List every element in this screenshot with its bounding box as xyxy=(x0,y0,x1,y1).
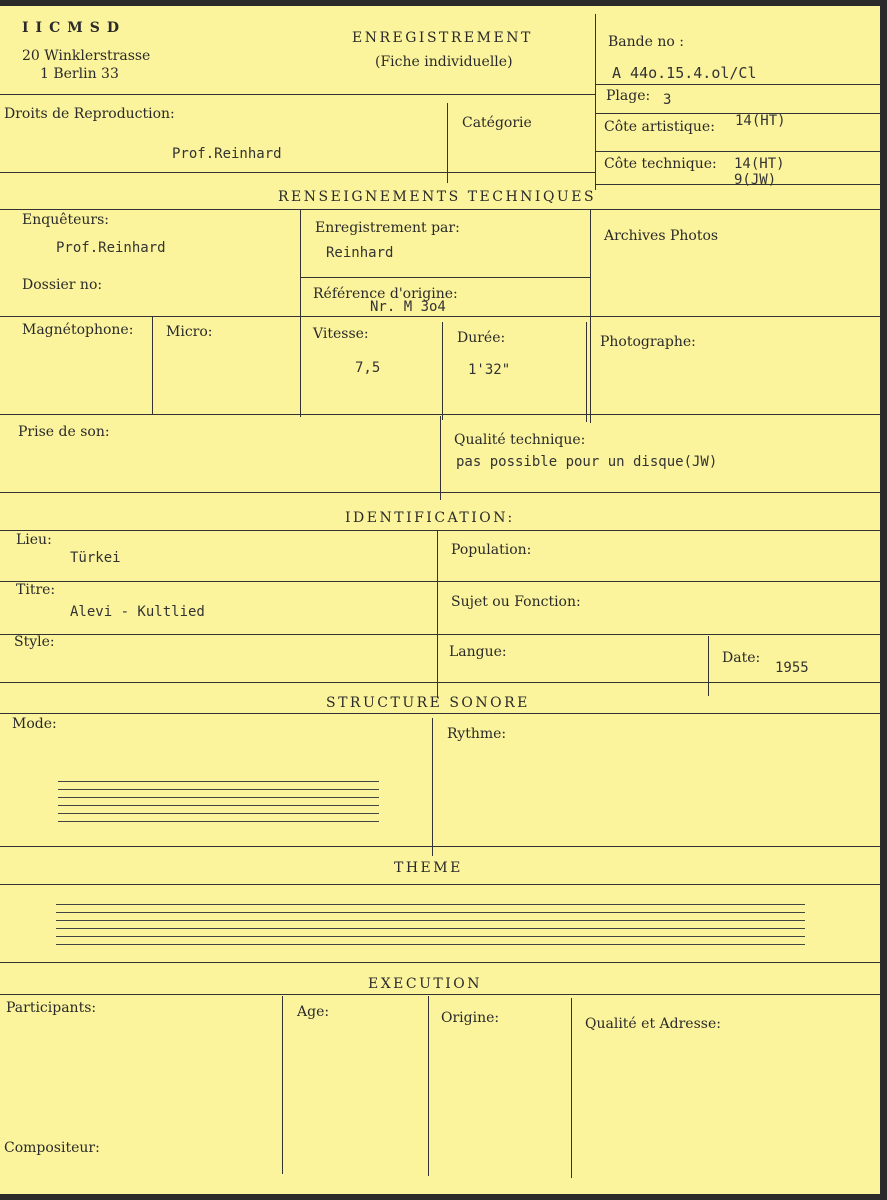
form-subtitle: (Fiche individuelle) xyxy=(375,54,513,70)
institute-logo: IICMSD xyxy=(22,20,126,36)
address-line-2: 1 Berlin 33 xyxy=(40,66,119,82)
divider xyxy=(0,414,880,415)
plage-label: Plage: xyxy=(606,88,651,104)
divider xyxy=(0,846,880,847)
recording-card xyxy=(0,6,880,1194)
bande-value: A 44o.15.4.ol/Cl xyxy=(612,64,757,82)
duree-label: Durée: xyxy=(457,330,506,346)
divider xyxy=(0,530,880,531)
section-execution: EXECUTION xyxy=(368,976,483,992)
age-label: Age: xyxy=(297,1004,330,1020)
prise-label: Prise de son: xyxy=(18,424,110,440)
divider xyxy=(0,581,880,582)
droits-value: Prof.Reinhard xyxy=(172,146,282,162)
divider xyxy=(0,172,595,173)
vitesse-value: 7,5 xyxy=(355,360,381,376)
cote-artistique-label: Côte artistique: xyxy=(604,119,715,135)
divider xyxy=(0,962,880,963)
compositeur-label: Compositeur: xyxy=(4,1140,100,1156)
section-identification: IDENTIFICATION: xyxy=(345,510,515,526)
micro-label: Micro: xyxy=(166,324,213,340)
lieu-value: Türkei xyxy=(70,550,121,566)
style-label: Style: xyxy=(14,634,55,650)
divider xyxy=(437,530,438,698)
divider xyxy=(0,682,880,683)
mode-label: Mode: xyxy=(12,716,57,732)
origine-label: Origine: xyxy=(441,1010,500,1026)
divider xyxy=(447,103,448,183)
divider xyxy=(595,84,880,85)
date-label: Date: xyxy=(722,650,761,666)
titre-label: Titre: xyxy=(16,582,56,598)
divider xyxy=(0,713,880,714)
divider xyxy=(432,718,433,856)
archives-label: Archives Photos xyxy=(604,228,719,244)
cote-technique-value-1: 14(HT) xyxy=(734,156,785,172)
duree-value: 1'32" xyxy=(468,362,511,378)
divider xyxy=(0,994,880,995)
divider xyxy=(0,209,880,210)
reference-label: Référence d'origine: xyxy=(313,286,458,302)
vitesse-label: Vitesse: xyxy=(313,326,369,342)
cote-technique-label: Côte technique: xyxy=(604,156,717,172)
divider xyxy=(152,316,153,414)
address-line-1: 20 Winklerstrasse xyxy=(22,48,151,64)
enreg-par-value: Reinhard xyxy=(326,245,394,261)
qualite-adresse-label: Qualité et Adresse: xyxy=(585,1016,721,1032)
section-renseignements: RENSEIGNEMENTS TECHNIQUES xyxy=(278,189,597,205)
enqueteurs-value: Prof.Reinhard xyxy=(56,240,166,256)
divider xyxy=(708,636,709,696)
divider xyxy=(571,998,572,1178)
photographe-label: Photographe: xyxy=(600,334,696,350)
participants-label: Participants: xyxy=(6,1000,97,1016)
divider xyxy=(0,316,880,317)
plage-value: 3 xyxy=(663,92,672,108)
divider xyxy=(586,322,587,422)
divider xyxy=(0,94,595,95)
divider xyxy=(442,322,443,420)
categorie-label: Catégorie xyxy=(462,115,532,131)
divider xyxy=(595,151,880,152)
dossier-label: Dossier no: xyxy=(22,277,103,293)
langue-label: Langue: xyxy=(449,644,507,660)
divider xyxy=(0,492,880,493)
population-label: Population: xyxy=(451,542,532,558)
qualite-tech-label: Qualité technique: xyxy=(454,432,586,448)
reference-value: Nr. M 3o4 xyxy=(370,299,446,315)
cote-artistique-value: 14(HT) xyxy=(735,113,786,129)
divider xyxy=(0,884,880,885)
divider xyxy=(595,14,596,190)
titre-value: Alevi - Kultlied xyxy=(70,604,205,620)
cote-technique-value-2: 9(JW) xyxy=(734,172,777,188)
magnetophone-label: Magnétophone: xyxy=(22,322,134,338)
enqueteurs-label: Enquêteurs: xyxy=(22,212,110,228)
form-title: ENREGISTREMENT xyxy=(352,30,533,46)
section-theme: THEME xyxy=(394,860,463,876)
divider xyxy=(440,416,441,500)
divider xyxy=(595,184,880,185)
section-structure: STRUCTURE SONORE xyxy=(326,695,530,711)
bande-label: Bande no : xyxy=(608,34,684,50)
divider xyxy=(282,996,283,1174)
sujet-label: Sujet ou Fonction: xyxy=(451,594,581,610)
lieu-label: Lieu: xyxy=(16,532,52,548)
enreg-par-label: Enregistrement par: xyxy=(315,220,460,236)
qualite-tech-value: pas possible pour un disque(JW) xyxy=(456,454,718,470)
divider xyxy=(300,209,301,417)
rythme-label: Rythme: xyxy=(447,726,507,742)
divider xyxy=(428,996,429,1176)
droits-label: Droits de Reproduction: xyxy=(4,106,175,122)
divider xyxy=(300,277,590,278)
date-value: 1955 xyxy=(775,660,809,676)
divider xyxy=(0,634,880,635)
